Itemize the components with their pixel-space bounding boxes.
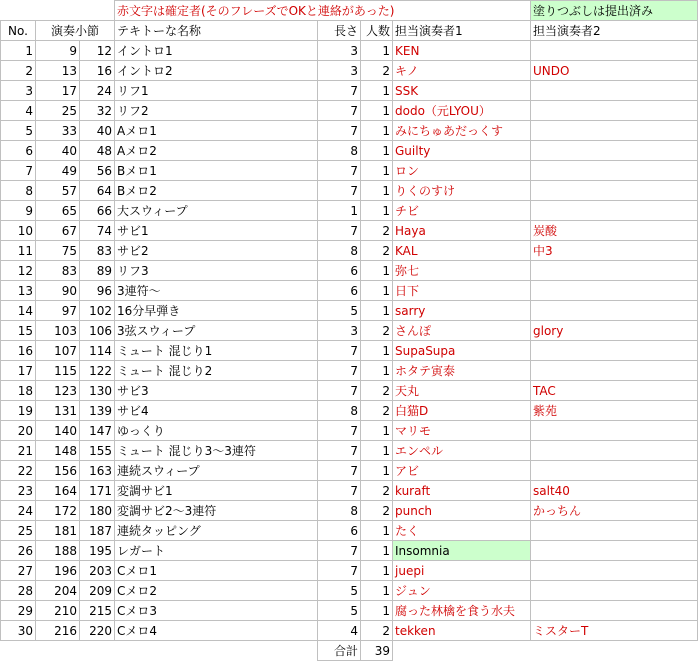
cell-name: サビ4 — [115, 401, 318, 421]
cell-length: 5 — [318, 601, 361, 621]
cell-end-measure: 122 — [80, 361, 115, 381]
cell-people: 1 — [361, 421, 393, 441]
cell-no: 23 — [1, 481, 36, 501]
cell-start-measure: 115 — [36, 361, 80, 381]
cell-name: ミュート 混じり2 — [115, 361, 318, 381]
cell-people: 1 — [361, 341, 393, 361]
cell-length: 7 — [318, 461, 361, 481]
cell-player1: tekken — [393, 621, 531, 641]
table-row — [1, 581, 698, 601]
cell-people: 2 — [361, 241, 393, 261]
cell-name: リフ3 — [115, 261, 318, 281]
cell-name: サビ3 — [115, 381, 318, 401]
cell-end-measure: 74 — [80, 221, 115, 241]
total-value: 39 — [361, 641, 393, 661]
cell-end-measure: 64 — [80, 181, 115, 201]
cell-player2 — [531, 461, 698, 481]
cell-end-measure: 203 — [80, 561, 115, 581]
cell-length: 7 — [318, 341, 361, 361]
cell-end-measure: 56 — [80, 161, 115, 181]
cell-end-measure: 12 — [80, 41, 115, 61]
cell-start-measure: 204 — [36, 581, 80, 601]
cell-end-measure: 48 — [80, 141, 115, 161]
cell-people: 1 — [361, 261, 393, 281]
cell-no: 28 — [1, 581, 36, 601]
cell-start-measure: 188 — [36, 541, 80, 561]
cell-player2 — [531, 161, 698, 181]
cell-people: 2 — [361, 481, 393, 501]
cell-no: 5 — [1, 121, 36, 141]
cell-no: 2 — [1, 61, 36, 81]
cell-no: 1 — [1, 41, 36, 61]
cell-player1: キノ — [393, 61, 531, 81]
cell-start-measure: 164 — [36, 481, 80, 501]
cell-people: 1 — [361, 601, 393, 621]
cell-length: 6 — [318, 261, 361, 281]
cell-start-measure: 148 — [36, 441, 80, 461]
cell-people: 2 — [361, 501, 393, 521]
cell-people: 1 — [361, 81, 393, 101]
cell-end-measure: 180 — [80, 501, 115, 521]
cell-people: 1 — [361, 561, 393, 581]
cell-player1: KEN — [393, 41, 531, 61]
table-row — [1, 121, 698, 141]
cell-length: 3 — [318, 61, 361, 81]
cell-people: 1 — [361, 281, 393, 301]
cell-length: 8 — [318, 401, 361, 421]
cell-length: 7 — [318, 421, 361, 441]
cell-start-measure: 40 — [36, 141, 80, 161]
cell-no: 12 — [1, 261, 36, 281]
cell-length: 7 — [318, 221, 361, 241]
cell-name: 大スウィープ — [115, 201, 318, 221]
cell-end-measure: 155 — [80, 441, 115, 461]
cell-player1: みにちゅあだっくす — [393, 121, 531, 141]
cell-people: 2 — [361, 221, 393, 241]
cell-length: 5 — [318, 301, 361, 321]
cell-player1: KAL — [393, 241, 531, 261]
cell-player2: ミスターT — [531, 621, 698, 641]
table-row — [1, 521, 698, 541]
cell-player1: Haya — [393, 221, 531, 241]
cell-length: 7 — [318, 481, 361, 501]
cell-name: イントロ1 — [115, 41, 318, 61]
table-row — [1, 301, 698, 321]
cell-end-measure: 209 — [80, 581, 115, 601]
cell-player1: SSK — [393, 81, 531, 101]
cell-start-measure: 103 — [36, 321, 80, 341]
cell-no: 3 — [1, 81, 36, 101]
cell-name: Cメロ2 — [115, 581, 318, 601]
cell-start-measure: 131 — [36, 401, 80, 421]
cell-end-measure: 147 — [80, 421, 115, 441]
cell-end-measure: 114 — [80, 341, 115, 361]
cell-start-measure: 181 — [36, 521, 80, 541]
cell-player1: 腐った林檎を食う水夫 — [393, 601, 531, 621]
cell-length: 3 — [318, 321, 361, 341]
cell-start-measure: 83 — [36, 261, 80, 281]
cell-player1: SupaSupa — [393, 341, 531, 361]
header-length: 長さ — [318, 21, 361, 41]
cell-people: 1 — [361, 441, 393, 461]
cell-player1: sarry — [393, 301, 531, 321]
cell-end-measure: 139 — [80, 401, 115, 421]
table-row — [1, 81, 698, 101]
cell-player1: アビ — [393, 461, 531, 481]
cell-start-measure: 172 — [36, 501, 80, 521]
cell-name: Aメロ1 — [115, 121, 318, 141]
cell-start-measure: 123 — [36, 381, 80, 401]
cell-end-measure: 195 — [80, 541, 115, 561]
table-row — [1, 61, 698, 81]
cell-end-measure: 163 — [80, 461, 115, 481]
cell-no: 30 — [1, 621, 36, 641]
cell-length: 7 — [318, 541, 361, 561]
cell-start-measure: 49 — [36, 161, 80, 181]
cell-player2 — [531, 301, 698, 321]
cell-player1: りくのすけ — [393, 181, 531, 201]
cell-length: 8 — [318, 141, 361, 161]
cell-people: 1 — [361, 181, 393, 201]
cell-end-measure: 106 — [80, 321, 115, 341]
cell-length: 8 — [318, 501, 361, 521]
table-row — [1, 221, 698, 241]
cell-people: 2 — [361, 321, 393, 341]
table-body — [1, 41, 698, 641]
cell-people: 1 — [361, 201, 393, 221]
cell-player2 — [531, 581, 698, 601]
cell-end-measure: 24 — [80, 81, 115, 101]
cell-length: 7 — [318, 181, 361, 201]
cell-people: 2 — [361, 61, 393, 81]
cell-player2 — [531, 261, 698, 281]
table-row — [1, 141, 698, 161]
cell-start-measure: 57 — [36, 181, 80, 201]
cell-no: 21 — [1, 441, 36, 461]
total-label: 合計 — [318, 641, 361, 661]
cell-start-measure: 75 — [36, 241, 80, 261]
cell-length: 4 — [318, 621, 361, 641]
cell-player1: 天丸 — [393, 381, 531, 401]
cell-people: 1 — [361, 541, 393, 561]
table-row — [1, 561, 698, 581]
cell-player1: 弥七 — [393, 261, 531, 281]
cell-player2: salt40 — [531, 481, 698, 501]
cell-name: 16分早弾き — [115, 301, 318, 321]
cell-people: 1 — [361, 581, 393, 601]
cell-player1: マリモ — [393, 421, 531, 441]
cell-people: 2 — [361, 621, 393, 641]
cell-name: Cメロ3 — [115, 601, 318, 621]
cell-player2 — [531, 541, 698, 561]
cell-end-measure: 187 — [80, 521, 115, 541]
cell-player1: Guilty — [393, 141, 531, 161]
green-fill-note: 塗りつぶしは提出済み — [531, 1, 698, 21]
cell-start-measure: 25 — [36, 101, 80, 121]
cell-name: 変調サビ1 — [115, 481, 318, 501]
cell-length: 8 — [318, 241, 361, 261]
cell-people: 1 — [361, 41, 393, 61]
table-row — [1, 321, 698, 341]
cell-name: Cメロ1 — [115, 561, 318, 581]
cell-end-measure: 96 — [80, 281, 115, 301]
cell-no: 8 — [1, 181, 36, 201]
cell-end-measure: 16 — [80, 61, 115, 81]
cell-player2 — [531, 121, 698, 141]
cell-player1: 白猫D — [393, 401, 531, 421]
cell-player2: glory — [531, 321, 698, 341]
cell-player2 — [531, 521, 698, 541]
cell-name: ミュート 混じり1 — [115, 341, 318, 361]
cell-no: 16 — [1, 341, 36, 361]
cell-start-measure: 196 — [36, 561, 80, 581]
table-row — [1, 261, 698, 281]
cell-player2 — [531, 281, 698, 301]
cell-start-measure: 107 — [36, 341, 80, 361]
cell-no: 22 — [1, 461, 36, 481]
cell-name: Cメロ4 — [115, 621, 318, 641]
cell-length: 7 — [318, 561, 361, 581]
header-no: No. — [1, 21, 36, 41]
table-row — [1, 501, 698, 521]
cell-end-measure: 40 — [80, 121, 115, 141]
cell-start-measure: 67 — [36, 221, 80, 241]
cell-player2 — [531, 181, 698, 201]
header-measures: 演奏小節 — [36, 21, 115, 41]
header-people: 人数 — [361, 21, 393, 41]
cell-start-measure: 65 — [36, 201, 80, 221]
cell-start-measure: 97 — [36, 301, 80, 321]
cell-name: リフ1 — [115, 81, 318, 101]
table-row — [1, 341, 698, 361]
cell-no: 15 — [1, 321, 36, 341]
cell-people: 1 — [361, 101, 393, 121]
table-row — [1, 361, 698, 381]
table-row — [1, 621, 698, 641]
cell-no: 20 — [1, 421, 36, 441]
cell-no: 29 — [1, 601, 36, 621]
cell-player2 — [531, 41, 698, 61]
cell-end-measure: 215 — [80, 601, 115, 621]
total-row — [1, 641, 698, 661]
cell-length: 6 — [318, 521, 361, 541]
cell-player1: kuraft — [393, 481, 531, 501]
cell-player2 — [531, 341, 698, 361]
cell-length: 7 — [318, 381, 361, 401]
cell-name: イントロ2 — [115, 61, 318, 81]
table-row — [1, 601, 698, 621]
cell-people: 1 — [361, 461, 393, 481]
red-text-note: 赤文字は確定者(そのフレーズでOKと連絡があった) — [115, 1, 531, 21]
table-row — [1, 541, 698, 561]
cell-start-measure: 90 — [36, 281, 80, 301]
cell-player1: ロン — [393, 161, 531, 181]
cell-player1: punch — [393, 501, 531, 521]
cell-length: 7 — [318, 101, 361, 121]
cell-player2 — [531, 101, 698, 121]
table-row — [1, 281, 698, 301]
table-row — [1, 381, 698, 401]
table-row — [1, 181, 698, 201]
cell-start-measure: 9 — [36, 41, 80, 61]
cell-player2: TAC — [531, 381, 698, 401]
cell-name: Bメロ1 — [115, 161, 318, 181]
cell-no: 17 — [1, 361, 36, 381]
cell-no: 10 — [1, 221, 36, 241]
table-row — [1, 401, 698, 421]
cell-people: 1 — [361, 301, 393, 321]
cell-people: 2 — [361, 381, 393, 401]
cell-player1: dodo（元LYOU） — [393, 101, 531, 121]
cell-end-measure: 220 — [80, 621, 115, 641]
cell-people: 2 — [361, 401, 393, 421]
cell-end-measure: 66 — [80, 201, 115, 221]
cell-end-measure: 83 — [80, 241, 115, 261]
cell-player2 — [531, 421, 698, 441]
cell-start-measure: 210 — [36, 601, 80, 621]
header-name: テキトーな名称 — [115, 21, 318, 41]
cell-player1: 日下 — [393, 281, 531, 301]
cell-no: 11 — [1, 241, 36, 261]
cell-length: 6 — [318, 281, 361, 301]
cell-player1: Insomnia — [393, 541, 531, 561]
cell-player2 — [531, 81, 698, 101]
table-row — [1, 161, 698, 181]
cell-no: 24 — [1, 501, 36, 521]
cell-player2: かっちん — [531, 501, 698, 521]
cell-name: Aメロ2 — [115, 141, 318, 161]
cell-name: 3連符〜 — [115, 281, 318, 301]
cell-no: 7 — [1, 161, 36, 181]
cell-player1: チビ — [393, 201, 531, 221]
cell-start-measure: 140 — [36, 421, 80, 441]
cell-no: 6 — [1, 141, 36, 161]
cell-player2: 炭酸 — [531, 221, 698, 241]
cell-people: 1 — [361, 521, 393, 541]
cell-name: Bメロ2 — [115, 181, 318, 201]
table-row — [1, 481, 698, 501]
cell-player1: たく — [393, 521, 531, 541]
cell-name: サビ1 — [115, 221, 318, 241]
cell-no: 25 — [1, 521, 36, 541]
cell-people: 1 — [361, 361, 393, 381]
cell-player2 — [531, 141, 698, 161]
cell-no: 19 — [1, 401, 36, 421]
table-row — [1, 461, 698, 481]
cell-player1: juepi — [393, 561, 531, 581]
cell-length: 5 — [318, 581, 361, 601]
table-row — [1, 441, 698, 461]
cell-length: 7 — [318, 441, 361, 461]
cell-start-measure: 17 — [36, 81, 80, 101]
cell-end-measure: 89 — [80, 261, 115, 281]
cell-player2: 紫苑 — [531, 401, 698, 421]
cell-name: レガート — [115, 541, 318, 561]
cell-length: 3 — [318, 41, 361, 61]
notes-row — [1, 1, 698, 21]
cell-player2 — [531, 361, 698, 381]
cell-start-measure: 216 — [36, 621, 80, 641]
cell-no: 9 — [1, 201, 36, 221]
cell-length: 7 — [318, 121, 361, 141]
cell-start-measure: 13 — [36, 61, 80, 81]
cell-name: サビ2 — [115, 241, 318, 261]
cell-length: 1 — [318, 201, 361, 221]
cell-no: 4 — [1, 101, 36, 121]
cell-player2: 中3 — [531, 241, 698, 261]
cell-end-measure: 32 — [80, 101, 115, 121]
cell-end-measure: 171 — [80, 481, 115, 501]
cell-no: 14 — [1, 301, 36, 321]
header-row — [1, 21, 698, 41]
cell-end-measure: 102 — [80, 301, 115, 321]
cell-people: 1 — [361, 121, 393, 141]
cell-player2 — [531, 441, 698, 461]
table-row — [1, 421, 698, 441]
cell-no: 26 — [1, 541, 36, 561]
cell-length: 7 — [318, 361, 361, 381]
cell-length: 7 — [318, 161, 361, 181]
cell-player2 — [531, 201, 698, 221]
cell-end-measure: 130 — [80, 381, 115, 401]
table-row — [1, 241, 698, 261]
cell-people: 1 — [361, 141, 393, 161]
cell-name: 連続スウィープ — [115, 461, 318, 481]
cell-no: 13 — [1, 281, 36, 301]
cell-name: 変調サビ2〜3連符 — [115, 501, 318, 521]
cell-name: ゆっくり — [115, 421, 318, 441]
cell-length: 7 — [318, 81, 361, 101]
cell-start-measure: 33 — [36, 121, 80, 141]
table-row — [1, 201, 698, 221]
cell-name: 連続タッピング — [115, 521, 318, 541]
cell-player1: ホタテ寅泰 — [393, 361, 531, 381]
cell-player1: さんぽ — [393, 321, 531, 341]
cell-name: リフ2 — [115, 101, 318, 121]
cell-people: 1 — [361, 161, 393, 181]
table-row — [1, 41, 698, 61]
cell-player1: ジュン — [393, 581, 531, 601]
cell-player2 — [531, 601, 698, 621]
cell-player2: UNDO — [531, 61, 698, 81]
cell-no: 18 — [1, 381, 36, 401]
table-row — [1, 101, 698, 121]
cell-name: 3弦スウィープ — [115, 321, 318, 341]
cell-player2 — [531, 561, 698, 581]
header-player2: 担当演奏者2 — [531, 21, 698, 41]
cell-no: 27 — [1, 561, 36, 581]
cell-start-measure: 156 — [36, 461, 80, 481]
cell-name: ミュート 混じり3〜3連符 — [115, 441, 318, 461]
header-player1: 担当演奏者1 — [393, 21, 531, 41]
cell-player1: エンペル — [393, 441, 531, 461]
